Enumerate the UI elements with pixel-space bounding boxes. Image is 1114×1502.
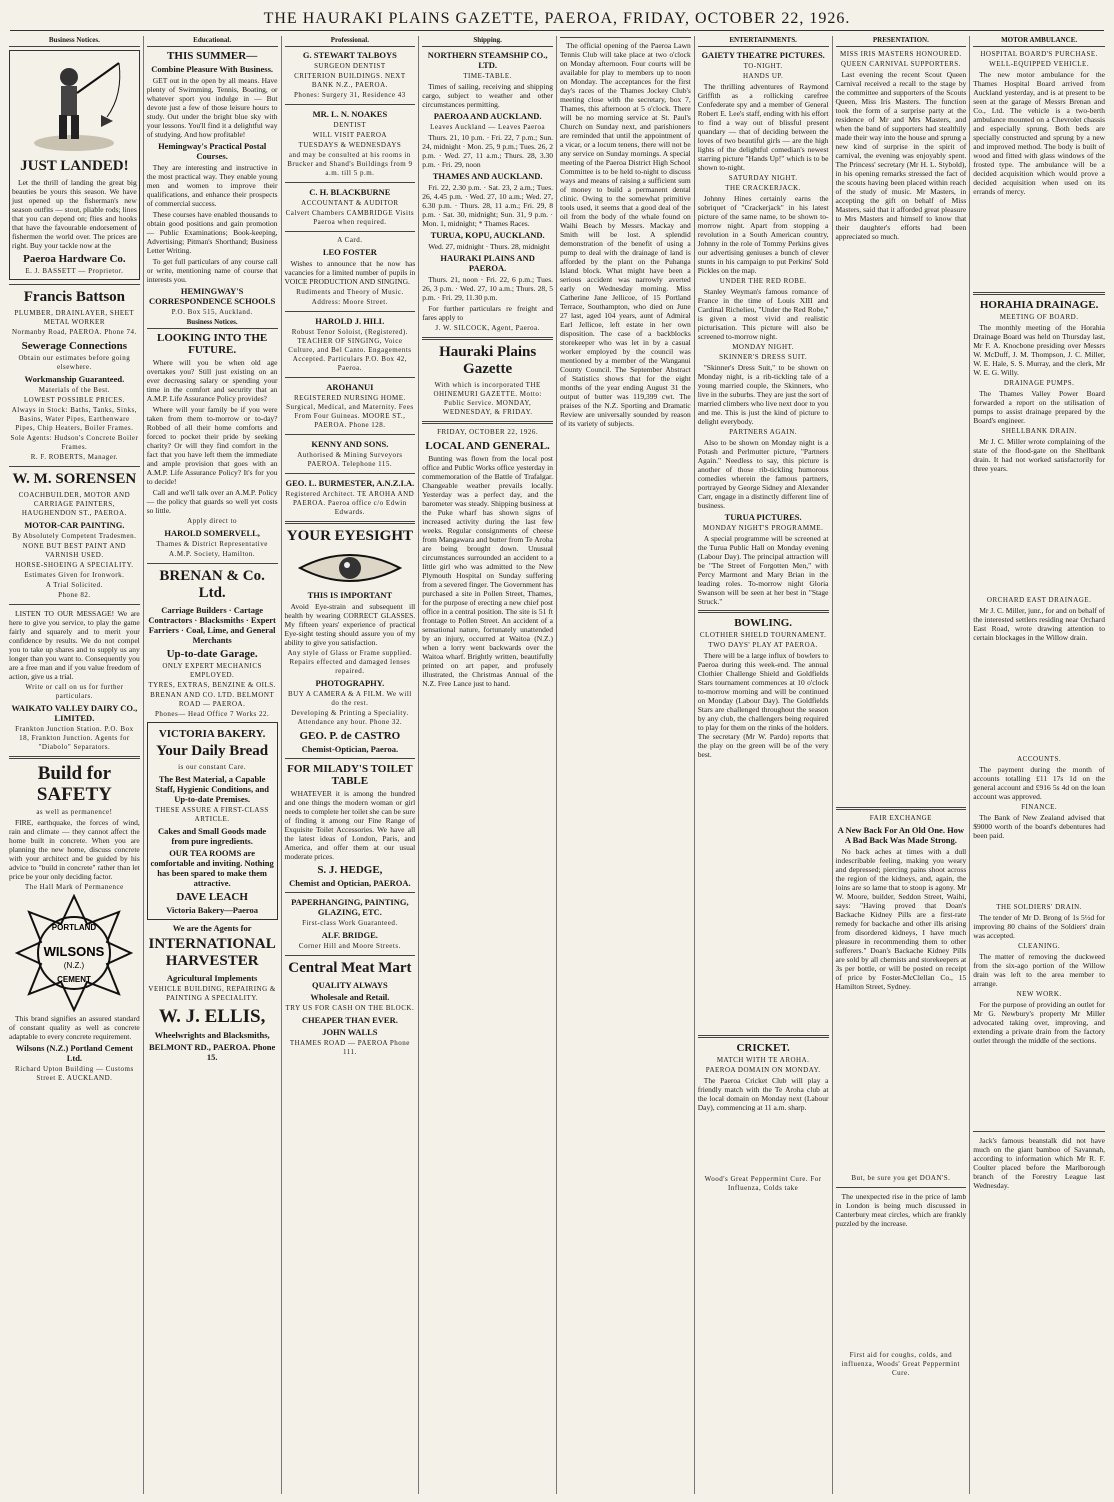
column-news [557,36,695,1494]
turua-body: A special programme will be screened at the Turua Public Hall on Monday evening (Labour Day). The principal attraction will be "The Street of Forgotten Men," with Percy Marmont and Mary Brian in the leading roles. To-morrow night Gloria Swanson will be seen at her best in "Stage Struck." [697,534,829,606]
hallmark-line: The Hall Mark of Permanence [25,883,124,891]
divider [9,604,140,605]
leaves-header: Leaves Auckland — Leaves Paeroa [430,123,546,131]
schedule-paeroa-auckland: Thurs. 21, 10 p.m. · Fri. 22, 7 p.m.; Sun. 24, midnight · Mon. 25, 9 p.m.; Tues. 26, 2 p.m. · Wed. 27, 11 a.m.; Thurs. 28, 3.30 p.m. · Fri. 29, noon [422,133,553,169]
camera-line: BUY A CAMERA & A FILM. We will do the rest. [288,690,412,707]
horahia-heading: HORAHIA DRAINAGE. [979,299,1099,311]
divider [973,1131,1105,1132]
ironwork-line: Estimates Given for Ironwork. [24,571,125,579]
divider [836,1187,967,1188]
schools-address: P.O. Box 515, Auckland. [171,308,253,316]
divider [698,1035,829,1038]
hedge-name: S. J. HEDGE, [317,864,383,876]
fisherman-illustration [19,55,129,155]
arohanui-body: REGISTERED NURSING HOME. Surgical, Medical, and Maternity. Fees From Four Guineas. MOORE ST., PAEROA. Phone 128. [286,394,414,429]
courses-list: These courses have enabled thousands to obtain good positions and gain promotion — Public Examinations; Book-keeping, Advertising; Pitman's Shorthand; Business Letter Writing. [146,210,278,255]
blackburne-name: C. H. BLACKBURNE [309,187,391,197]
visit-line: WILL VISIT PAEROA [312,131,387,139]
hemingway-heading: Hemingway's Practical Postal Courses. [158,141,267,161]
cakes-line: Cakes and Small Goods made from pure ingredients. [158,826,267,846]
turua-programme-heading: MONDAY NIGHT'S PROGRAMME. [702,524,824,532]
future-paragraph-2: Where will your family be if you were taken from them to-morrow or to-day? Robbed of all their home comforts and forced to pocket their pride by seeking charity? Or will they find comfort in the fact that you have left them the immediate and ample provision that goes with an A.M.P. Life Assurance Policy? It's for you to decide! [146,405,278,486]
seal-mid-text: WILSONS [44,944,105,959]
column-heading: PRESENTATION. [836,36,967,47]
cricket-body: The Paeroa Cricket Club will play a friendly match with the Te Aroha club at the local domain on Monday next (Labour Day), commencing at 11 a.m. sharp. [697,1076,829,1112]
eyesight-body: Avoid Eye-strain and subsequent ill health by wearing CORRECT GLASSES. My fifteen years' experience of practical Eye-sight testing should assure you of my ability to give you satisfaction. [284,602,416,647]
quality-line: QUALITY ALWAYS [311,980,388,990]
column-text-continued [973,475,1105,595]
waikato-message: LISTEN TO OUR MESSAGE! We are here to give you service, to play the game fairly and squarely and to merit your confidence by results. We do not compel you to take up shares and to supply us any longer than you want to. Consequently you are a free man and if you value freedom of action, give us a trial. [9,609,140,681]
column-presentation [833,36,971,1494]
somervell-name: HAROLD SOMERVELL, [164,528,260,538]
battson-trade: PLUMBER, DRAINLAYER, SHEET METAL WORKER [14,309,135,326]
ellis-trade: Wheelwrights and Blacksmiths, [154,1030,270,1040]
divider [285,231,416,232]
hauraki-paeroa-heading: HAURAKI PLAINS AND PAEROA. [440,253,535,273]
garage-heading: Up-to-date Garage. [166,648,258,660]
skinner-body: "Skinner's Dress Suit," to be shown on Monday night, is a rib-tickling tale of a young married couple, the Skinners, who live in the suburbs. They are just the sort of married climbers who live next door to you and me. This is just the kind of picture to delight everybody. [697,363,829,426]
walls-address: THAMES ROAD — PAEROA Phone 111. [289,1039,410,1056]
soldiers-heading: THE SOLDIERS' DRAIN. [996,903,1082,911]
newwork-body: For the purpose of providing an outlet for Mr G. Newbury's property Mr Miller advocated taking over, improving, and extending a private drain from the factory outlet through the middle of the sections. [973,1000,1105,1045]
divider [698,610,829,613]
eyesight-heading: YOUR EYESIGHT [286,528,414,544]
accounts-body: The payment during the month of accounts totalling £11 17s 1d on the general account and £916 5s 4d on the loan account was approved. [973,765,1105,801]
firstclass-line: First-class Work Guaranteed. [302,919,398,927]
summer-body: GET out in the open by all means. Have plenty of Swimming, Tennis, Boating, or whatever sport you indulge in — But devote just a few of those leisure hours to study. Out under the bright blue sky with your lessons. You'll find it a delightful way of studying. And how profitable! [146,76,278,139]
pumps-body: The Thames Valley Power Board forwarded a report on the utilisation of pumps to assist drainage prepared by the Board's engineer. [973,389,1105,425]
apply-line: Apply direct to [187,517,238,525]
moore-line: Address: Moore Street. [311,298,388,306]
brenan-services: Carriage Builders · Cartage Contractors · Blacksmiths · Expert Farriers · Coal, Lime, and General Merchants [148,605,276,645]
divider [285,311,416,312]
divider [285,473,416,474]
accounts-heading: ACCOUNTS. [1017,755,1062,763]
combine-heading: Combine Pleasure With Business. [151,64,274,74]
harvester-heading: INTERNATIONAL HARVESTER [148,936,276,969]
care-line: is our constant Care. [178,763,247,771]
orchard-heading: ORCHARD EAST DRAINAGE. [986,596,1092,604]
orchard-body: Mr J. C. Miller, junr., for and on behalf of the interested settlers residing near Orchard East Road, wrote drawing attention to certain blockages in the Willow drain. [973,606,1105,642]
divider [285,758,416,759]
times-note: Times of sailing, receiving and shipping cargo, subject to weather and other circumstances permitting. [422,82,553,109]
timetable-heading: TIME-TABLE. [463,72,512,80]
further-line: For further particulars re freight and fares apply to [422,304,553,322]
hill-name: HAROLD J. HILL [315,316,385,326]
future-paragraph-3: Call and we'll talk over an A.M.P. Policy — the policy that guards so well yet costs so little. [146,488,278,515]
thames-auckland-heading: THAMES AND AUCKLAND. [432,171,543,181]
lamb-body: The unexpected rise in the price of lamb in London is being much discussed in Canterbury meat circles, which are frankly puzzled by the increase. [835,1192,967,1228]
column-text-continued [836,243,967,803]
turua-heading: TURUA, KOPU, AUCKLAND. [430,230,545,240]
new-back-heading: A New Back For An Old One. How A Bad Back Was Made Strong. [837,825,965,845]
materials-line: Materials of the Best. [38,386,110,394]
best-line: The Best Material, a Capable Staff, Hygienic Conditions, and Up-to-date Premises. [155,774,269,804]
trial-line: A Trial Solicited. [45,581,103,589]
woods-line: Wood's Great Peppermint Cure. For Influenza, Colds take [704,1175,822,1192]
build-safety-heading: Build for SAFETY [36,763,112,805]
skinner-heading: SKINNER'S DRESS SUIT. [719,353,808,361]
seal-bottom-text: CEMENT [57,975,92,984]
horse-shoeing-line: HORSE-SHOEING A SPECIALITY. [15,561,134,569]
agents-for-line: We are the Agents for [172,923,252,933]
calvert-line: Calvert Chambers CAMBRIDGE Visits Paeroa when required. [285,209,415,226]
brenan-address: BRENAN AND CO. LTD. BELMONT ROAD — PAEROA. [150,691,275,708]
paint-line: NONE BUT BEST PAINT AND VARNISH USED. [22,542,127,559]
leach-name: DAVE LEACH [176,891,248,903]
wilsons-cement-seal [15,894,133,1012]
column-text-continued [698,761,829,1031]
redrobe-heading: UNDER THE RED ROBE. [719,277,807,285]
shellbank-body: Mr J. C. Miller wrote complaining of the state of the flood-gate on the Shellbank drain. It had not worked satisfactorily for three years. [973,437,1105,473]
gazette-subtitle: With which is incorporated THE OHINEMURI GAZETTE. Motto: Public Service. MONDAY, WEDNESDAY, & FRIDAY. [433,381,542,416]
foster-name: LEO FOSTER [322,247,377,257]
dentist-line: DENTIST [333,121,367,129]
waikato-address: Frankton Junction Station. P.O. Box 18, Frankton Junction. Agents for "Diabolo" Separators. [15,725,134,751]
schedule-thames-auckland: Fri. 22, 2.30 p.m. · Sat. 23, 2 a.m.; Tues. 26, 4.45 p.m. · Wed. 27, 10 a.m.; Wed. 27, 6.30 p.m. · Thurs. 28, 11 a.m.; Fri. 29, 8 p.m. · Sat. 30, midnight; Sun. 31, 9 p.m. · Mon. 1, midnight; * Thames Races. [422,183,553,228]
divider [285,104,416,105]
local-general-body: Bunting was flown from the local post office and Public Works office yesterday in commemoration of the Battle of Trafalgar. Changeable weather prevails locally. Yesterday was a perfect day, and the barometer was steady. Shipping business at the Puke wharf has shown signs of increased activity during the last few weeks. Regular consignments of cheese from Mangawara and butter from Te Aroha are being brought down. Unusual circumstances surrounded an accident to a little girl who was admitted to the New Plymouth Hospital on Sunday suffering from a severed finger. The Government has purchased a site in Pollen Street, Thames, for the purpose of erecting a new chief post office in a central position. The site is 51 ft frontage to Pollen Street. An accident of a sensational nature, fortunately unattended by an injury, occurred at Waitoa (N.Z.) when a lorry went backwards over the Waitoa wharf. Brightly written, beautifully printed on art paper, and profusely illustrated, the Christmas Annual of the N.Z. Free Lance just to hand. [422,454,553,688]
divider [285,434,416,435]
phone-line: Phone 82. [58,591,91,599]
column-text-continued [422,690,553,1310]
developing-line: Developing & Printing a Speciality. Attendance any hour. Phone 32. [291,709,409,726]
bridge-name: ALF. BRIDGE. [321,930,378,940]
arohanui-name: AROHANUI [326,382,374,392]
handsup-heading: HANDS UP. [742,72,784,80]
silcock-line: J. W. SILCOCK, Agent, Paeroa. [435,324,540,332]
lowest-prices-line: LOWEST POSSIBLE PRICES. [23,396,125,404]
divider [836,807,967,810]
column-text-continued [973,1047,1105,1127]
manager-line: R. F. ROBERTS, Manager. [30,453,119,461]
crackerjack-body: Johnny Hines certainly earns the sobriquet of "Crackerjack" in his latest picture of the same name, to be shown to-morrow night. Apart from stopping a revolution in a South American country, Johnny in the role of Tommy Perkins gives our advertising geniuses a bunch of clever stunts in his campaign to put Perkins' Sold Pickles on the map. [697,194,829,275]
amp-line: A.M.P. Society, Hamilton. [169,550,256,558]
future-paragraph-1: Where will you be when old age overtakes you? Still just existing on an ever decreasing salary or spending your time in the comfort and security that an A.M.P. Life Assurance Policy provides? [146,358,278,403]
looking-heading: LOOKING INTO THE FUTURE. [157,332,268,356]
seal-body: This brand signifies an assured standard of constant quality as well as concrete adaptable to every concrete requirement. [9,1014,140,1041]
column-professional [282,36,420,1494]
toilet-heading: FOR MILADY'S TOILET TABLE [287,763,413,787]
foster-body: Wishes to announce that he now has vacancies for a limited number of pupils in VOICE PRODUCTION AND SINGING. [284,259,416,286]
divider [285,892,416,893]
brenan-phones: Phones— Head Office 7 Works 22. [155,710,270,718]
just-landed-heading: JUST LANDED! [20,158,129,174]
partners-body: Also to be shown on Monday night is a Potash and Perlmutter picture, "Partners Again." Needless to say, this picture is another of those rib-tickling humorous comedies wherein the famous partners, portrayed by George Sidney and Alexander Carr, engage in a distinctly different line of business. [697,438,829,510]
eye-illustration [295,548,405,588]
toilet-body: WHATEVER it is among the hundred and one things the modern woman or girl needs to complete her toilet she can be sure of finding it among our Fine Range of Exquisite Toilet Accessories. We have all the latest ideas of London, Paris, and America, and offer them at our usual moderate prices. [284,789,416,861]
talboys-name: G. STEWART TALBOYS [302,50,397,60]
section-heading: Business Notices. [147,318,278,329]
columns [6,36,1108,1494]
brenan-name: BRENAN & Co. Ltd. [159,568,265,601]
finance-body: The Bank of New Zealand advised that $9000 worth of the board's debentures had been paid. [973,813,1105,840]
stock-list: Always in Stock: Baths, Tanks, Sinks, Basins, Water Pipes, Earthenware Pipes, Chip Heaters, Boiler Frames. [11,406,137,432]
days-line: TUESDAYS & WEDNESDAYS [298,141,402,149]
tonight-heading: TO-NIGHT. [743,62,783,70]
clothier-heading: CLOTHIER SHIELD TOURNAMENT. [699,631,827,639]
hedge-sub: Chemist and Optician, PAEROA. [289,878,411,888]
schedule-turua: Wed. 27, midnight · Thurs. 28, midnight [428,242,550,251]
queen-heading: QUEEN CARNIVAL SUPPORTERS. [840,60,961,68]
competent-line: By Absolutely Competent Tradesmen. [12,532,137,540]
column-heading: Educational. [147,36,278,47]
burmester-body: Registered Architect. TE AROHA AND PAEROA. Paeroa office c/o Edwin Edwards. [285,490,415,516]
finance-heading: FINANCE. [1021,803,1058,811]
dateline: FRIDAY, OCTOBER 22, 1926. [437,428,539,436]
permanence-line: as well as permanence! [36,808,113,816]
rudiments-line: Rudiments and Theory of Music. [296,288,404,296]
column-text-continued [698,1114,829,1174]
assure-line: THESE ASSURE A FIRST-CLASS ARTICLE. [155,806,269,823]
victoria-heading: VICTORIA BAKERY. [158,728,266,740]
presentation-body: Last evening the recent Scout Queen Carnival received a recall to the stage by the committee and supporters of the Scouts Queen, Miss Iris Masters. The function took the form of a surprise party at the residence of Mr and Mrs Masters, and when the band of supporters had stealthily made their way into the house and sprung a new kind of surprise in the spirit of carnival, the evening was enjoyably spent. The Princess' secretary (Mr H. L. Stybold), in his opening remarks stressed the fact of the scouts having been placed within reach of the study of music. Mr Masters, in accepting the gift on behalf of Miss Masters, said that it afforded great pleasure to Mrs Masters and himself to know that their daughter's efforts had been appreciated so much. [835,70,967,241]
cheaper-line: CHEAPER THAN EVER. [301,1015,398,1025]
sorensen-name: W. M. SORENSEN [12,471,137,487]
pumps-heading: DRAINAGE PUMPS. [1003,379,1075,387]
exchange-heading: FAIR EXCHANGE [869,814,932,822]
leach-sub: Victoria Bakery—Paeroa [166,905,259,915]
news-body: The official opening of the Paeroa Lawn Tennis Club will take place at two o'clock on Monday afternoon. Four courts will be available for play to members up to noon on Monday. The acceptances for the first day's races of the Thames Jockey Club's meeting close with the secretary, box 7, Thames, this afternoon at 5 o'clock. There will be no morning service at St. Paul's Church on Sunday next, and parishioners are reminded that until the appointment of a vicar, or a locum tenens, there will not be any service on Sunday mornings. A special meeting of the Paeroa District High School Committee is to be held to-night to discuss ways and means of raising a sufficient sum of money to build a permanent dental clinic. Owing to the somewhat primitive tools used, it seems that a good deal of the oil from the body of the whale found on Waihi Beach by Messrs. Mackay and Smith will be lost. A splendid demonstration of the benefit of using a pump to deal with the drainage of land is afforded by the plant on the Puhanga Island block. What might have been a serious accident was narrowly averted early on Wednesday morning. Miss Catherine Jane Jellicoe, of 15 Portland Terrace, Southampton, who died on June 27 last, aged 104 years, aunt of Admiral Earl Jellicoe, left estate in her own disposition. The case of a backblocks storekeeper who was let in by a casual worker employed by the council was mentioned by a member of the Wanganui County Council. The September Abstract of Statistics shows that for the eight months of the year ending August 31 the output of butter was 119,399 cwt. The praises of the N.Z. Sporting and Dramatic Review are universally sounded by reason of its variety of subjects. [560,41,691,428]
particulars-line: To get full particulars of any course call or write, mentioning name of course that interests you. [146,257,278,284]
doans-line: But, be sure you get DOAN'S. [851,1174,951,1182]
divider [285,377,416,378]
summer-heading: THIS SUMMER— [167,50,258,62]
bowling-heading: BOWLING. [734,617,792,629]
schedule-hauraki: Thurs. 21, noon · Fri. 22, 6 p.m.; Tues. 26, 3 p.m. · Wed. 27, 10 a.m.; Thurs. 28, 5 p.m. · Fri. 29, 11.30 p.m. [422,275,553,302]
exchange-body: No back aches at times with a dull indescribable feeling, making you weary and depressed; piercing pains shoot across the region of the kidneys, and, again, the loins are so lame that to stoop is agony. Mr W. Moore, builder, Seddon Street, Waihi, says: "Having proved that Doan's Backache Kidney Pills are a first-rate remedy for backache and other ills arising from disordered kidneys, I have much pleasure in recommending them to other sufferers." Doan's Backache Kidney Pills are sold by all chemists and storekeepers at 3s per bottle, or will be posted on receipt of price by Foster-McClellan Co., 15 Hamilton Street, Sydney. [835,847,967,991]
column-heading: MOTOR AMBULANCE. [973,36,1105,47]
ambulance-body: The new motor ambulance for the Thames Hospital Board arrived from Auckland yesterday, and is at present to be seen at the garage of Messrs Brenan and Co., Ltd. The vehicle is a two-berth ambulance mounted on a Chevrolet chassis and especially sprung. Both beds are specially constructed and sprung by a new and improved method. The body is built of wood and fitted with glass windows of the frosted type. The ambulance will be a decided acquisition which would prove a decided acquisition when used on its errands of mercy. [973,70,1105,196]
frames-line: Any style of Glass or Frame supplied. Repairs effected and damaged lenses repaired. [287,649,413,675]
column-text-continued [836,1230,967,1350]
column-text-continued [560,430,691,1430]
horahia-body: The monthly meeting of the Horahia Drainage Board was held on Thursday last, Mr F. A. Knocbone presiding over Messrs W. McDuff, J. M. Thompson, J. C. Miller, W. E. Hale, S. S. Murray, and the clerk, Mr W. E. G. Willy. [973,323,1105,377]
wholesale-line: Wholesale and Retail. [310,992,390,1002]
column-text-continued [973,198,1105,288]
soldiers-body: The tender of Mr D. Brong of 1s 5½d for improving 80 chains of the Soldiers' drain was accepted. [973,913,1105,940]
woods-line: First aid for coughs, colds, and influenza, Woods' Great Peppermint Cure. [841,1351,960,1377]
castro-sub: Chemist-Optician, Paeroa. [301,744,399,754]
masthead-rule [10,30,1104,31]
battson-name: Francis Battson [23,289,125,305]
sewerage-heading: Sewerage Connections [21,340,128,352]
hemingway-body: They are interesting and instructive in the most practical way. They enable young men and women to improve their qualifications, and enhance their prospects of commercial success. [146,163,278,208]
waikato-write: Write or call on us for further particulars. [25,683,124,700]
partners-heading: PARTNERS AGAIN. [729,428,798,436]
kenny-body: Authorised & Mining Surveyors PAEROA. Telephone 115. [297,451,403,468]
hardware-name: Paeroa Hardware Co. [23,253,126,265]
bowling-body: There will be a large influx of bowlers to Paeroa during this week-end. The annual Clothier Challenge Shield and Goldfields Stars tournament commences at 10 o'clock to-morrow morning and will be continued on Monday (Labour Day). The Goldfields Stars are challenged throughout the season by any club, the challengers being required to play for them on the rinks of the holders. The secretary (Mr W. Pardo) reports that the play on the green will be of the very best. [697,651,829,759]
column-shipping [419,36,557,1494]
ad-just-landed [9,50,140,280]
divider [147,563,278,564]
consulted-line: and may be consulted at his rooms in Brucker and Shand's Buildings from 9 a.m. till 5 p.m. [287,151,413,177]
divider [285,955,416,956]
honoured-heading: MISS IRIS MASTERS HONOURED. [840,50,962,58]
purchase-heading: HOSPITAL BOARD'S PURCHASE. [980,50,1098,58]
paeroa-auckland-heading: PAEROA AND AUCKLAND. [433,111,542,121]
bread-heading: Your Daily Bread [156,743,269,759]
gaiety-heading: GAIETY THEATRE PICTURES. [701,50,825,60]
hardware-proprietor: E. J. BASSETT — Proprietor. [25,267,124,275]
column-heading: ENTERTAINMENTS. [698,36,829,47]
castro-name: GEO. P. de CASTRO [299,730,401,742]
column-educational [144,36,282,1494]
divider [422,337,553,340]
card-line: A Card. [337,236,363,244]
saturday-heading: SATURDAY NIGHT. [728,174,798,182]
tearooms-line: OUR TEA ROOMS are comfortable and inviting. Nothing has been spared to make them attractive. [150,848,274,888]
motorcar-painting-heading: MOTOR-CAR PAINTING. [24,520,125,530]
workmanship-heading: Workmanship Guaranteed. [24,374,125,384]
vehicle-line: VEHICLE BUILDING, REPAIRING & PAINTING A SPECIALITY. [148,985,276,1002]
noakes-name: MR. L. N. NOAKES [312,109,388,119]
talboys-phones: Phones: Surgery 31, Residence 43 [294,91,406,99]
match-heading: MATCH WITH TE AROHA. [716,1056,810,1064]
kenny-name: KENNY AND SONS. [311,439,389,449]
ad-victoria-bakery [147,722,278,920]
hill-body: Robust Tenor Soloist, (Registered). TEACHER OF SINGING, Voice Culture, and Bel Canto. Engagements Accepted. Particulars P.O. Box 42, Paeroa. [288,328,412,372]
local-general-heading: LOCAL AND GENERAL. [425,440,550,452]
column-heading: Business Notices. [9,36,140,47]
paperhanging-heading: PAPERHANGING, PAINTING, GLAZING, ETC. [291,897,409,917]
handsup-body: The thrilling adventures of Raymond Griffith as a rollicking carefree Confederate spy and a member of General Robert E. Lee's staff, ending with his effort to find a way out of blissful present quandary — that of deciding between the loves of two beautiful girls — are the high lights of the delightful comedian's newest starring picture "Hands Up!" which is to be shown to-night. [697,82,829,172]
seal-nz-text: (N.Z.) [64,961,85,970]
surgeon-line: SURGEON DENTIST [314,62,386,70]
northern-heading: NORTHERN STEAMSHIP CO., LTD. [427,50,548,70]
cash-line: TRY US FOR CASH ON THE BLOCK. [285,1004,415,1012]
vehicle-heading: WELL-EQUIPPED VEHICLE. [989,60,1090,68]
column-heading: Professional. [285,36,416,47]
implements-line: Agricultural Implements [166,973,258,983]
important-heading: THIS IS IMPORTANT [307,590,393,600]
seal-top-text: PORTLAND [52,923,97,932]
ellis-name: W. J. ELLIS, [158,1006,266,1027]
accountant-line: ACCOUNTANT & AUDITOR [301,199,399,207]
just-landed-body: Let the thrill of landing the great big beauties be yours this season. We have just opened up the fisherman's new season outfits — stout, pliable rods; lines that you can depend on; flies and hooks that have the favourable endorsement of fishermen the world over. The prices are right. Buy your tackle now at the [12,178,137,250]
battson-address: Normanby Road, PAEROA. Phone 74. [11,328,137,336]
column-heading: Shipping. [422,36,553,47]
meeting-heading: MEETING OF BOARD. [999,313,1079,321]
sole-agents-line: Sole Agents: Hudson's Concrete Boiler Frames. [10,434,139,451]
column-text-continued [836,993,967,1173]
divider [9,284,140,285]
column-text-continued [973,842,1105,902]
cricket-heading: CRICKET. [736,1042,790,1054]
burmester-name: GEO. L. BURMESTER, A.N.Z.I.A. [285,478,415,488]
column-business-notices [6,36,144,1494]
ellis-address: BELMONT RD., PAEROA. Phone 15. [148,1042,276,1062]
wilsons-address: Richard Upton Building — Customs Street E. AUCKLAND. [15,1065,134,1082]
sorensen-trade: COACHBUILDER, MOTOR AND CARRIAGE PAINTERS, HAUGHENDON ST., PAEROA. [18,491,131,517]
divider [973,292,1105,295]
domain-heading: PAEROA DOMAIN ON MONDAY. [705,1066,821,1074]
divider [285,521,416,524]
newwork-heading: NEW WORK. [1016,990,1062,998]
shellbank-heading: SHELLBANK DRAIN. [1001,427,1077,435]
tyres-line: TYRES, EXTRAS, BENZINE & OILS. [148,681,276,689]
monday-heading: MONDAY NIGHT. [732,343,795,351]
wilsons-name: Wilsons (N.Z.) Portland Cement Ltd. [15,1043,133,1063]
bridge-address: Corner Hill and Moore Streets. [298,942,401,950]
waikato-name: WAIKATO VALLEY DAIRY CO., LIMITED. [11,703,138,723]
turua-pictures-heading: TURUA PICTURES. [724,512,802,522]
divider [9,466,140,467]
column-text-continued [973,644,1105,754]
redrobe-body: Stanley Weyman's famous romance of France in the time of Louis XIII and Cardinal Richelieu, "Under the Red Robe," is given a most vivid and realistic picturisation. This picture will also be screened to-morrow night. [697,287,829,341]
crackerjack-heading: THE CRACKERJACK. [725,184,801,192]
cleaning-heading: CLEANING. [1018,942,1061,950]
divider [9,756,140,759]
representative-line: Thames & District Representative [156,540,268,548]
schools-name: HEMINGWAY'S CORRESPONDENCE SCHOOLS [148,286,276,306]
divider [422,421,553,424]
cleaning-body: The matter of removing the duckweed from the six-ago portion of the Willow drain was left to the area member to arrange. [973,952,1105,988]
meat-mart-heading: Central Meat Mart [288,960,412,976]
walls-name: JOHN WALLS [322,1027,378,1037]
mechanics-line: ONLY EXPERT MECHANICS EMPLOYED. [162,662,262,679]
column-motor-ambulance [970,36,1108,1494]
photography-heading: PHOTOGRAPHY. [315,678,385,688]
gazette-nameplate: Hauraki Plains Gazette [439,344,537,377]
twodays-heading: TWO DAYS' PLAY AT PAEROA. [708,641,818,649]
divider [285,182,416,183]
masthead: THE HAURAKI PLAINS GAZETTE, PAEROA, FRIDAY, OCTOBER 22, 1926. [263,10,851,27]
column-entertainments [695,36,833,1494]
jack-body: Jack's famous beanstalk did not have much on the giant bamboo of Savannah, according to information which Mr R. F. Coulter placed before the Marlborough branch of the Forestry League last Wednesday. [973,1136,1105,1190]
column-heading [560,36,691,38]
build-body: FIRE, earthquake, the forces of wind, rain and climate — they cannot affect the home built in concrete. When you are planning the new home, discuss concrete with your architect and be guided by his advice to "build in concrete" rather than let price be your only deciding factor. [9,818,140,881]
sewerage-body: Obtain our estimates before going elsewhere. [18,354,131,371]
criterion-line: CRITERION BUILDINGS. NEXT BANK N.Z., PAEROA. [294,72,406,89]
